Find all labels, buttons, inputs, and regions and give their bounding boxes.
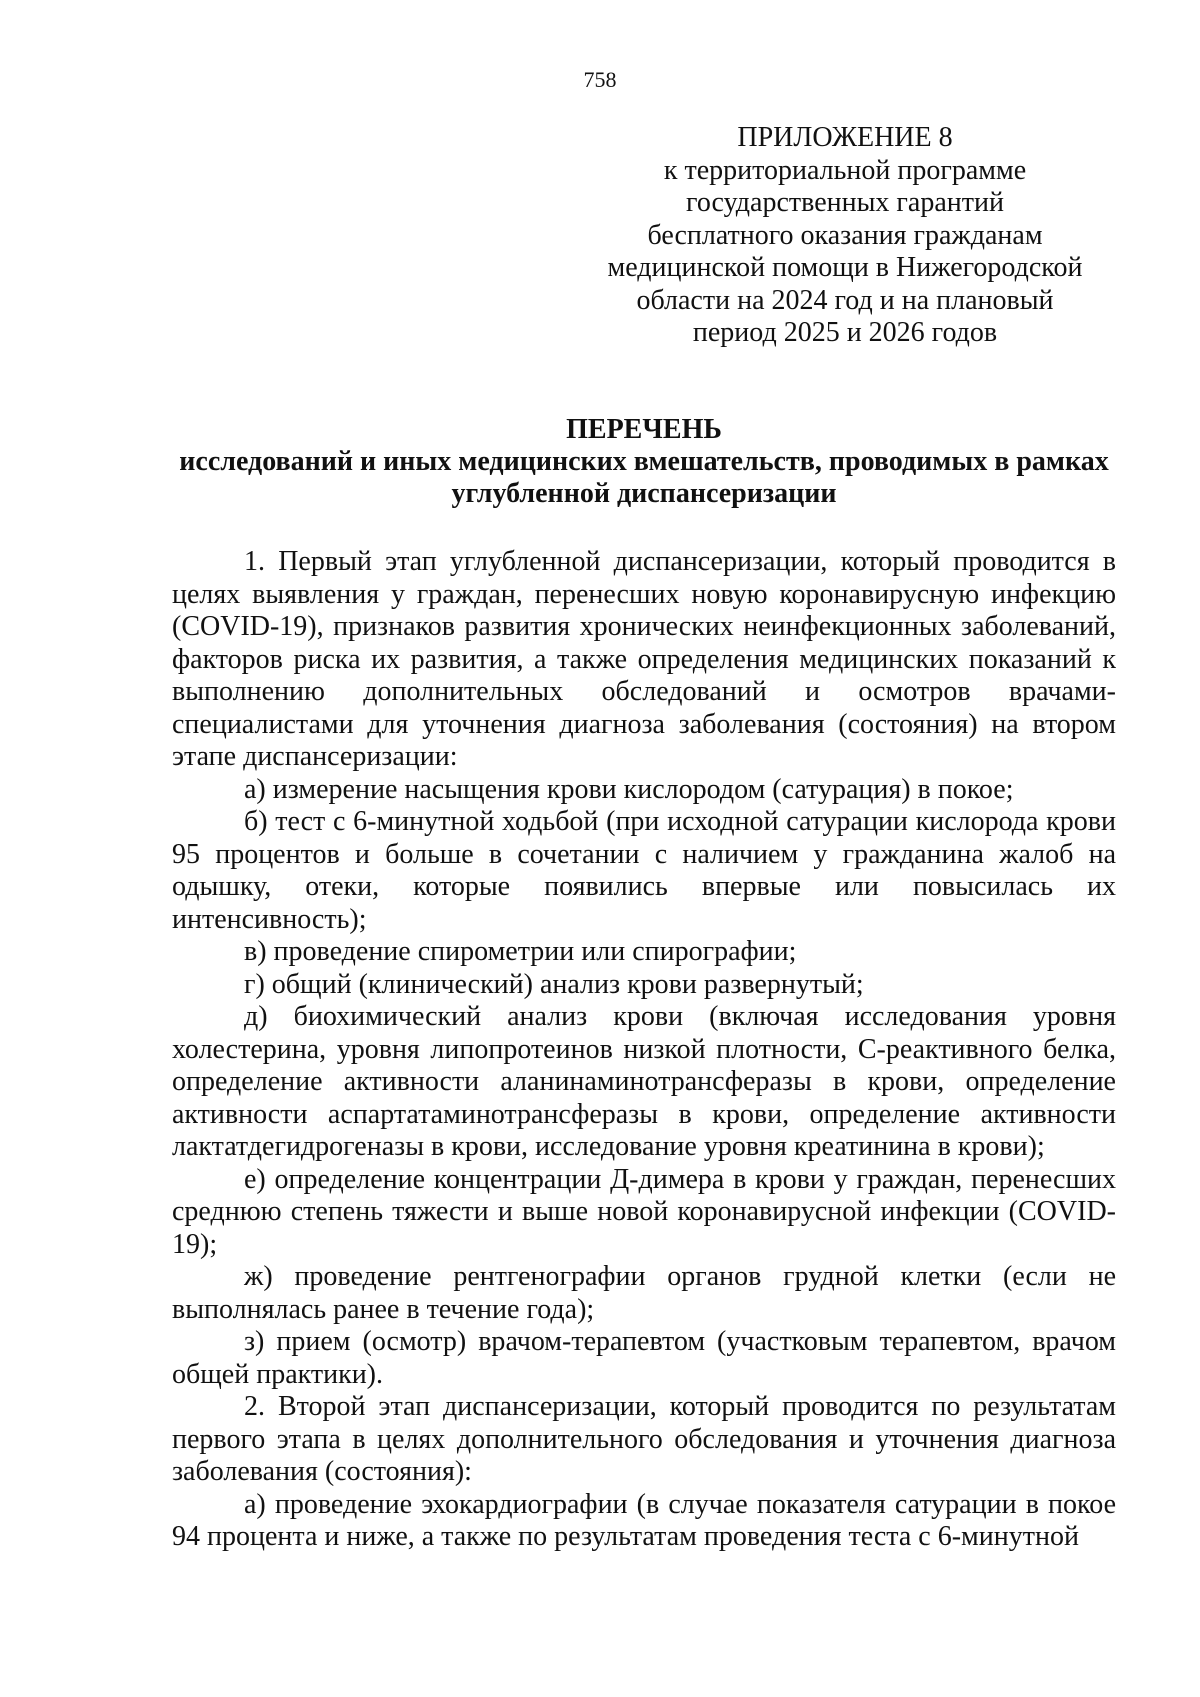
paragraph: з) прием (осмотр) врачом-терапевтом (участковым терапевтом, врачом общей практики).	[172, 1326, 1116, 1390]
title-line: углубленной диспансеризации	[451, 478, 837, 509]
appendix-line: бесплатного оказания гражданам	[647, 219, 1043, 251]
paragraph: в) проведение спирометрии или спирографии;	[244, 936, 797, 967]
paragraph: д) биохимический анализ крови (включая исследования уровня холестерина, уровня липопротеинов низкой плотности, С-реактивного белка, определение активности аланинаминотрансферазы в крови, определение активности аспартатаминотрансферазы в крови, определение активности лактатдегидрогеназы в крови, исследование уровня креатинина в крови);	[172, 1001, 1116, 1162]
paragraph: б) тест с 6-минутной ходьбой (при исходной сатурации кислорода крови 95 процентов и больше в сочетании с наличием у гражданина жалоб на одышку, отеки, которые появились впервые или повысилась их интенсивность);	[172, 806, 1116, 935]
paragraph: а) измерение насыщения крови кислородом (сатурация) в покое;	[244, 773, 1014, 805]
title-line: ПЕРЕЧЕНЬ	[566, 414, 722, 445]
paragraph: г) общий (клинический) анализ крови развернутый;	[244, 968, 864, 1000]
title-line: исследований и иных медицинских вмешательств, проводимых в рамках	[179, 446, 1109, 477]
appendix-line: период 2025 и 2026 годов	[692, 317, 998, 348]
appendix-line: области на 2024 год и на плановый	[636, 284, 1054, 316]
page-number: 758	[583, 67, 617, 92]
appendix-line: ПРИЛОЖЕНИЕ 8	[737, 122, 953, 153]
appendix-line: медицинской помощи в Нижегородской	[607, 252, 1083, 283]
appendix-header	[600, 122, 1090, 350]
document-body	[172, 546, 1116, 1554]
paragraph: 1. Первый этап углубленной диспансеризации, который проводится в целях выявления у граждан, перенесших новую коронавирусную инфекцию (COVID-19), признаков развития хронических неинфекционных заболеваний, факторов риска их развития, а также определения медицинских показаний к выполнению дополнительных обследований и осмотров врачами-специалистами для уточнения диагноза заболевания (состояния) на втором этапе диспансеризации:	[172, 546, 1116, 772]
paragraph: а) проведение эхокардиографии (в случае показателя сатурации в покое 94 процента и ниже, а также по результатам проведения теста с 6-минутной	[172, 1488, 1116, 1552]
document-title	[172, 414, 1116, 510]
paragraph: 2. Второй этап диспансеризации, который проводится по результатам первого этапа в целях дополнительного обследования и уточнения диагноза заболевания (состояния):	[172, 1391, 1116, 1487]
appendix-line: к территориальной программе	[663, 154, 1027, 186]
paragraph: е) определение концентрации Д-димера в крови у граждан, перенесших среднюю степень тяжести и выше новой коронавирусной инфекции (COVID-19);	[172, 1163, 1116, 1260]
paragraph: ж) проведение рентгенографии органов грудной клетки (если не выполнялась ранее в течение года);	[172, 1261, 1116, 1325]
appendix-line: государственных гарантий	[686, 187, 1004, 218]
